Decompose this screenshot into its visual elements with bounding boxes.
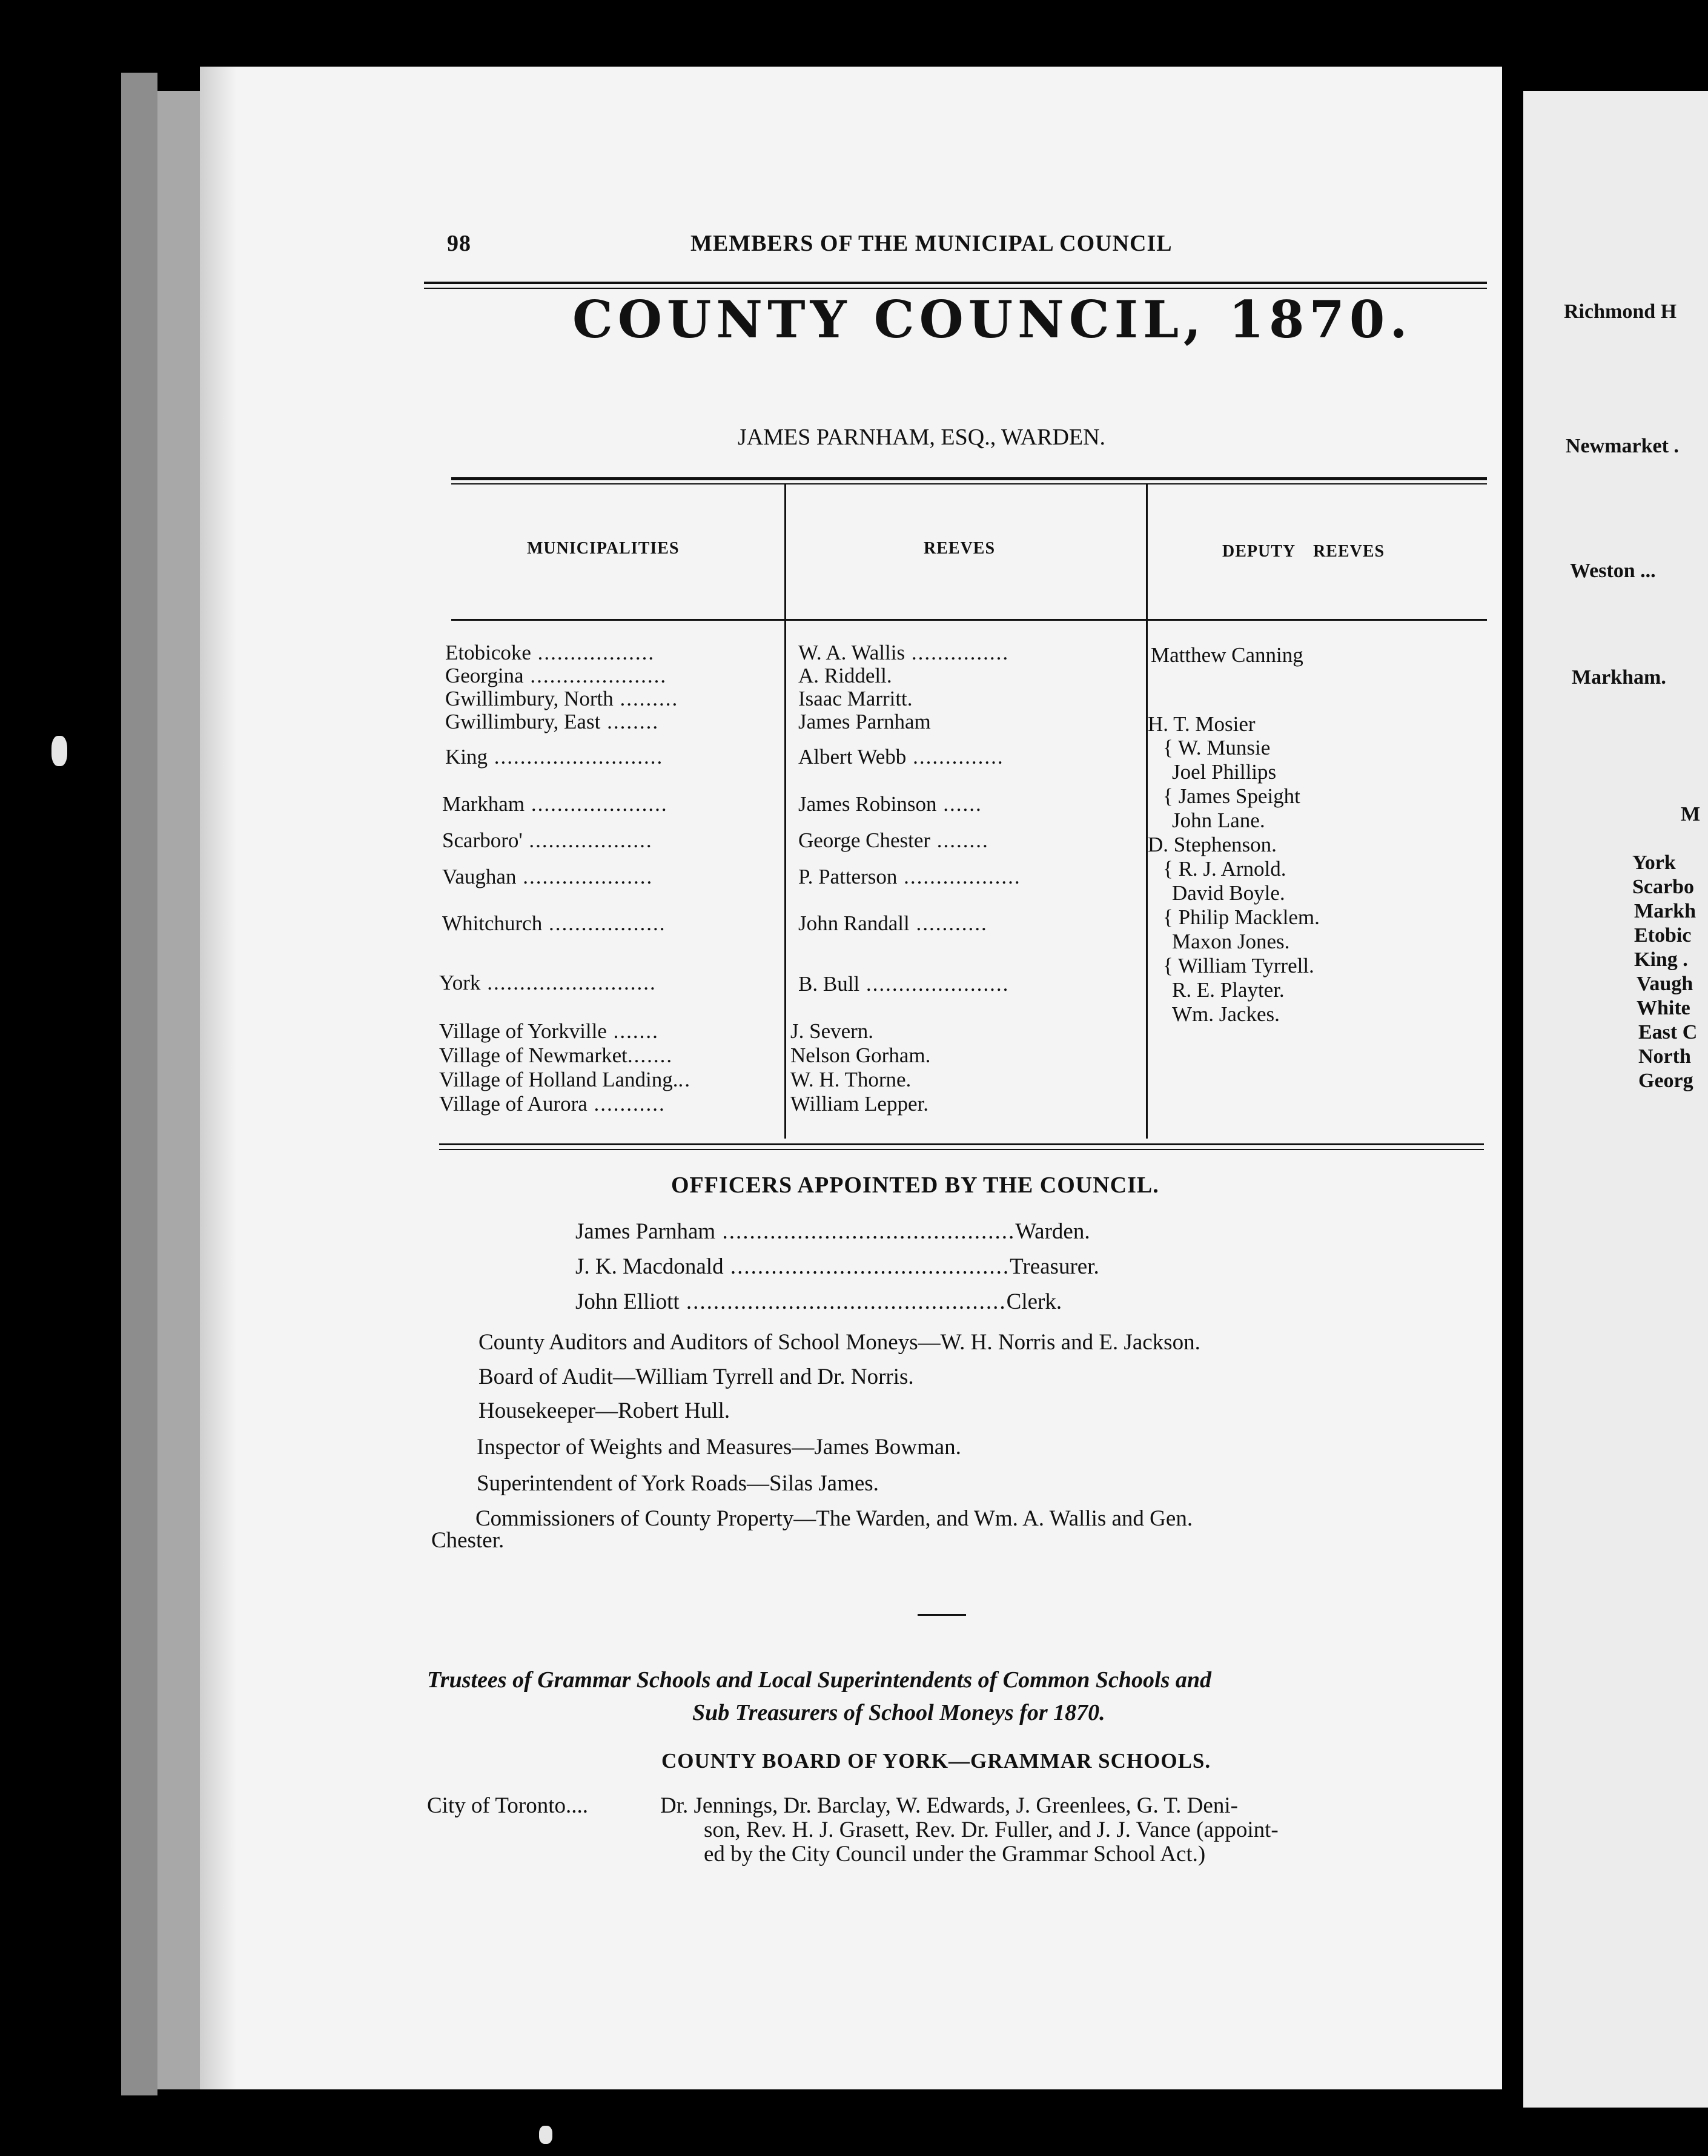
- table-top-rule: [451, 483, 1487, 484]
- section-divider: [918, 1614, 966, 1616]
- running-head: MEMBERS OF THE MUNICIPAL COUNCIL: [690, 231, 1173, 256]
- city-label: City of Toronto....: [427, 1793, 589, 1818]
- right-page-line: East C: [1638, 1021, 1698, 1043]
- trustees-heading: Trustees of Grammar Schools and Local Superintendents of Common Schools and: [427, 1667, 1212, 1693]
- column-header-deputy-reeves: DEPUTY REEVES: [1222, 542, 1385, 561]
- header-rule: [424, 288, 1487, 289]
- right-page-line: Richmond H: [1564, 300, 1677, 323]
- officers-line: Board of Audit—William Tyrrell and Dr. Norris.: [478, 1364, 914, 1389]
- officers-line: Housekeeper—Robert Hull.: [478, 1398, 730, 1423]
- reeve-cell: W. H. Thorne.: [790, 1068, 912, 1091]
- paper-speck: [51, 736, 67, 766]
- officers-line: County Auditors and Auditors of School Moneys—W. H. Norris and E. Jackson.: [478, 1330, 1200, 1355]
- deputy-cell: H. T. Mosier: [1148, 712, 1256, 736]
- deputy-cell: Maxon Jones.: [1172, 930, 1290, 953]
- officers-line: Superintendent of York Roads—Silas James.: [477, 1471, 879, 1496]
- column-header-municipalities: MUNICIPALITIES: [527, 539, 680, 558]
- table-row: King ..........................: [445, 745, 664, 769]
- reeve-cell: James Parnham: [798, 710, 931, 733]
- city-line: ed by the City Council under the Grammar School Act.): [704, 1842, 1206, 1867]
- right-page-line: Newmarket .: [1566, 435, 1679, 457]
- city-line: Dr. Jennings, Dr. Barclay, W. Edwards, J. Greenlees, G. T. Deni-: [660, 1793, 1238, 1818]
- officer-row: J. K. Macdonald .........................................Treasurer.: [575, 1254, 1099, 1279]
- reeve-cell: James Robinson ......: [798, 792, 982, 816]
- page-number: 98: [447, 231, 471, 256]
- city-line: son, Rev. H. J. Grasett, Rev. Dr. Fuller, and J. J. Vance (appoint-: [704, 1817, 1279, 1842]
- deputy-cell: { James Speight: [1163, 784, 1300, 808]
- table-row: York ..........................: [439, 971, 657, 994]
- board-heading: COUNTY BOARD OF YORK—GRAMMAR SCHOOLS.: [661, 1749, 1211, 1773]
- header-rule: [424, 282, 1487, 284]
- officers-line: Commissioners of County Property—The Warden, and Wm. A. Wallis and Gen.: [475, 1506, 1193, 1531]
- right-page-line: King .: [1634, 948, 1688, 971]
- book-edge-outer: [121, 73, 157, 2095]
- deputy-cell: D. Stephenson.: [1148, 833, 1277, 856]
- brace-icon: {: [1163, 784, 1179, 808]
- brace-icon: {: [1163, 857, 1179, 881]
- right-page-fragment: [1523, 91, 1708, 2108]
- right-page-line: Vaugh: [1637, 973, 1693, 995]
- reeve-cell: William Lepper.: [790, 1092, 928, 1116]
- page-title: COUNTY COUNCIL, 1870.: [572, 289, 1412, 349]
- reeve-cell: W. A. Wallis ...............: [798, 641, 1010, 664]
- right-page-line: North: [1638, 1045, 1691, 1068]
- reeve-cell: B. Bull ......................: [798, 972, 1010, 996]
- deputy-cell: R. E. Playter.: [1172, 978, 1285, 1002]
- warden-line: JAMES PARNHAM, ESQ., WARDEN.: [738, 425, 1106, 450]
- table-row: Village of Aurora ...........: [439, 1092, 666, 1116]
- deputy-cell: { William Tyrrell.: [1163, 954, 1314, 977]
- reeve-cell: Nelson Gorham.: [790, 1043, 931, 1067]
- table-row: Whitchurch ..................: [442, 911, 666, 935]
- right-page-line: White: [1637, 997, 1690, 1019]
- brace-icon: {: [1163, 736, 1178, 759]
- reeve-cell: A. Riddell.: [798, 664, 892, 687]
- officer-row: John Elliott ...............................................Clerk.: [575, 1289, 1062, 1314]
- reeve-cell: Albert Webb ..............: [798, 745, 1004, 769]
- brace-icon: {: [1163, 905, 1179, 929]
- trustees-heading: Sub Treasurers of School Moneys for 1870.: [692, 1700, 1105, 1725]
- table-row: Georgina .....................: [445, 664, 667, 687]
- officer-row: James Parnham ...........................................Warden.: [575, 1219, 1090, 1244]
- table-row: Etobicoke ..................: [445, 641, 655, 664]
- officers-line: Inspector of Weights and Measures—James Bowman.: [477, 1435, 961, 1460]
- officers-heading: OFFICERS APPOINTED BY THE COUNCIL.: [671, 1172, 1159, 1198]
- reeve-cell: Isaac Marritt.: [798, 687, 913, 710]
- brace-icon: {: [1163, 954, 1178, 977]
- officers-line: Chester.: [431, 1528, 505, 1553]
- book-edge-inner: [157, 91, 200, 2089]
- column-divider: [1146, 484, 1148, 1139]
- table-row: Village of Holland Landing...: [439, 1068, 691, 1091]
- reeve-cell: George Chester ........: [798, 828, 989, 852]
- right-page-line: Weston ...: [1570, 560, 1656, 582]
- table-row: Vaughan ....................: [442, 865, 654, 888]
- table-row: Village of Newmarket.......: [439, 1043, 674, 1067]
- table-bottom-rule: [439, 1143, 1484, 1145]
- deputy-cell: Joel Phillips: [1172, 760, 1277, 784]
- table-row: Village of Yorkville .......: [439, 1019, 659, 1043]
- right-page-line: Georg: [1638, 1070, 1693, 1092]
- reeve-cell: J. Severn.: [790, 1019, 874, 1043]
- reeve-cell: John Randall ...........: [798, 911, 988, 935]
- column-header-reeves: REEVES: [924, 539, 996, 558]
- right-page-line: Markham.: [1572, 666, 1666, 689]
- deputy-cell: { R. J. Arnold.: [1163, 857, 1286, 881]
- paper-speck: [539, 2126, 552, 2144]
- table-row: Gwillimbury, North .........: [445, 687, 679, 710]
- deputy-cell: John Lane.: [1172, 808, 1265, 832]
- table-top-rule: [451, 477, 1487, 480]
- column-divider: [784, 484, 786, 1139]
- right-page-line: Scarbo: [1632, 876, 1694, 898]
- right-page-line: Etobic: [1634, 924, 1692, 947]
- table-header-rule: [451, 619, 1487, 621]
- right-page-line: Markh: [1634, 900, 1696, 922]
- deputy-cell: David Boyle.: [1172, 881, 1285, 905]
- table-row: Gwillimbury, East ........: [445, 710, 660, 733]
- deputy-cell: { Philip Macklem.: [1163, 905, 1320, 929]
- right-page-line: M: [1681, 803, 1701, 825]
- deputy-cell: Wm. Jackes.: [1172, 1002, 1280, 1026]
- table-row: Scarboro' ...................: [442, 828, 653, 852]
- reeve-cell: P. Patterson ..................: [798, 865, 1021, 888]
- right-page-line: York: [1632, 851, 1676, 874]
- table-bottom-rule: [439, 1149, 1484, 1150]
- table-row: Markham .....................: [442, 792, 668, 816]
- deputy-cell: { W. Munsie: [1163, 736, 1271, 759]
- deputy-cell: Matthew Canning: [1151, 643, 1303, 667]
